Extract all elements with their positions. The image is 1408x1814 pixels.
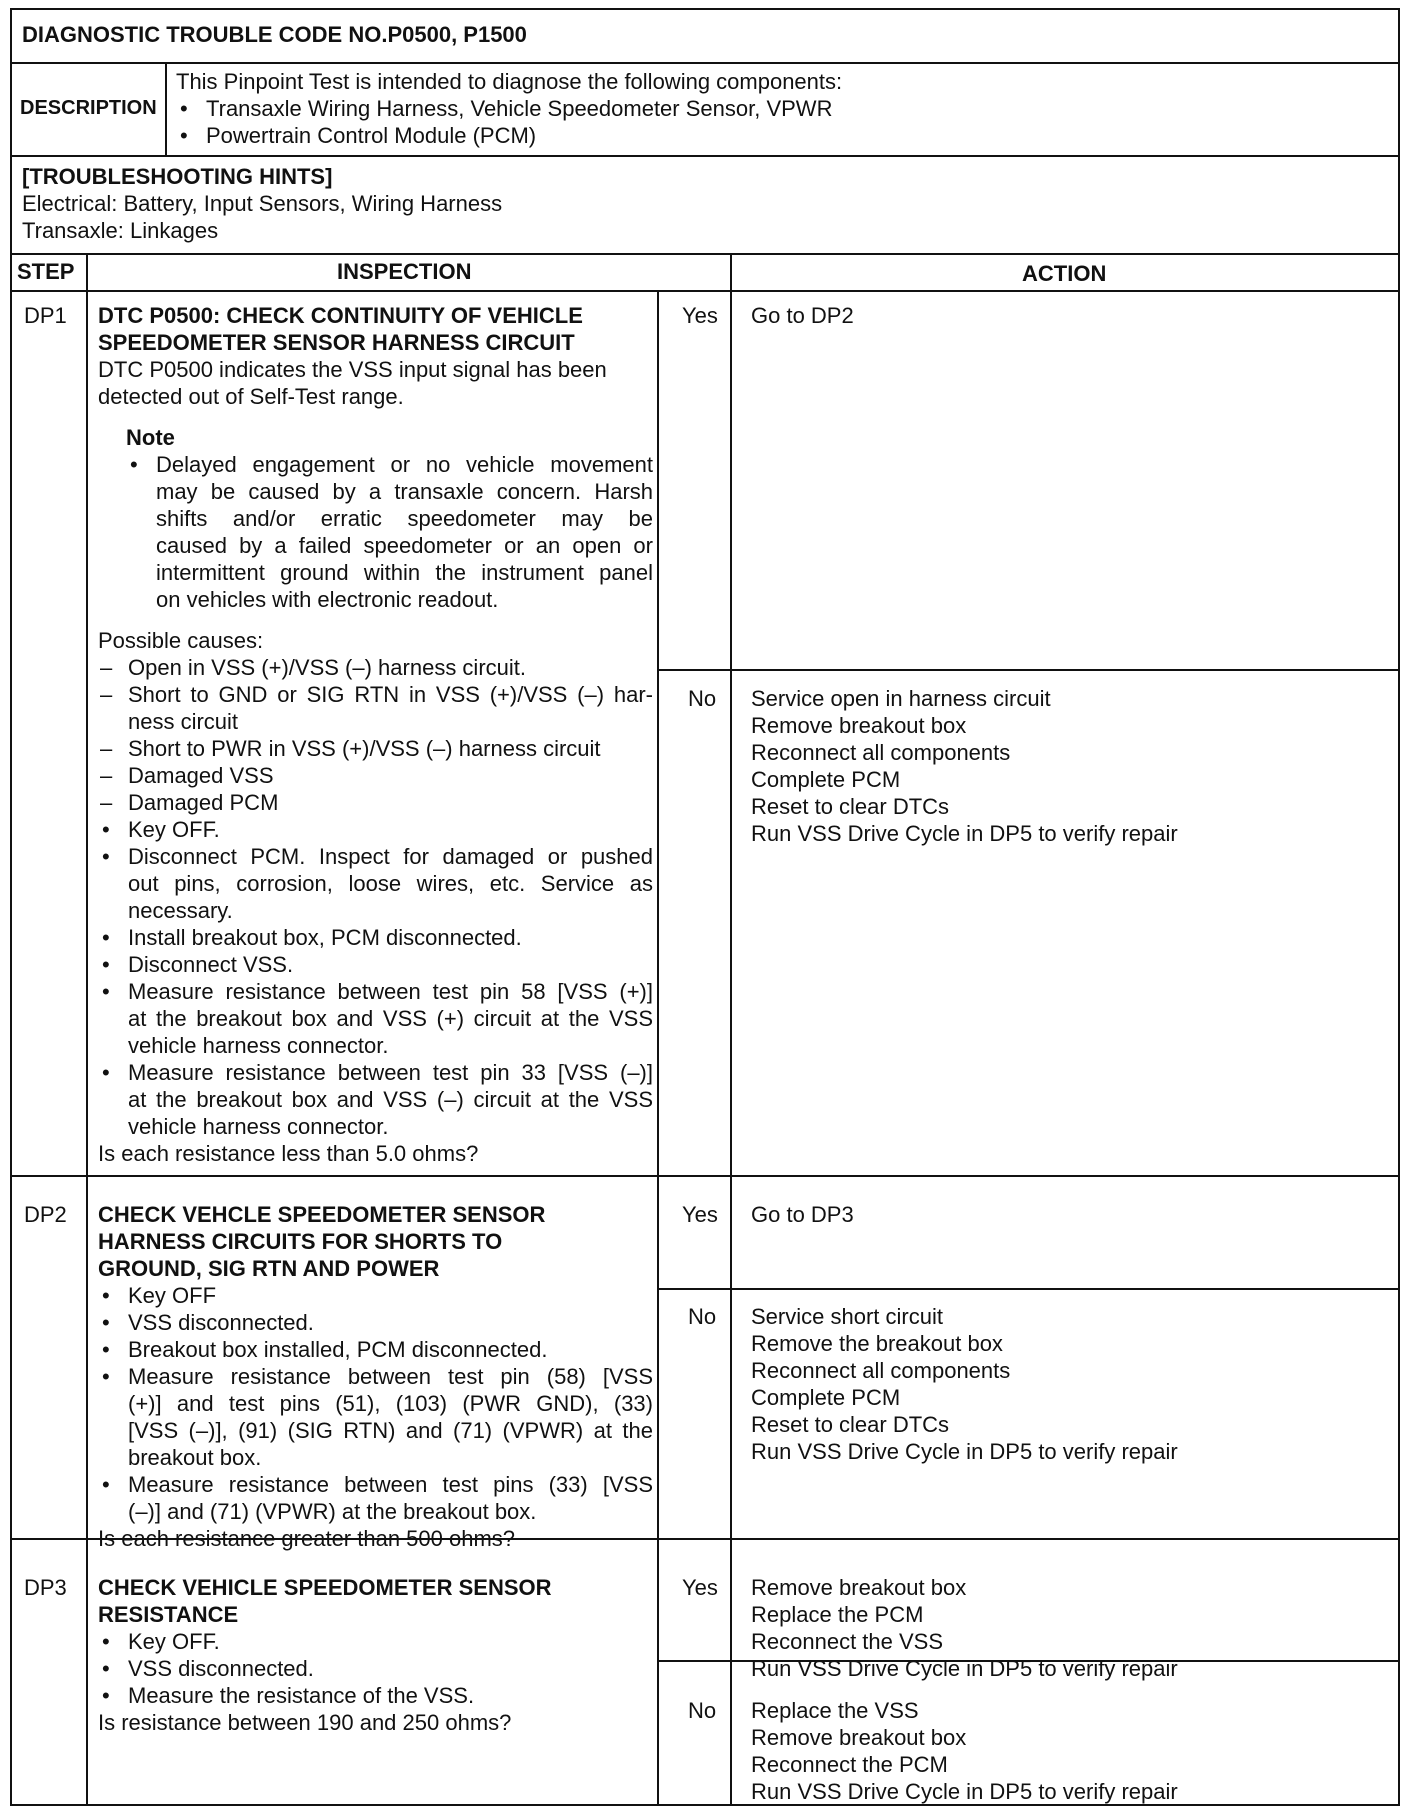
action-line: Replace the VSS <box>751 1698 919 1723</box>
no-actions <box>751 685 1178 847</box>
procedure-line: • Disconnect PCM. Inspect for damaged or pushed <box>98 843 653 870</box>
procedure-line: vehicle harness connector. <box>128 1114 389 1139</box>
procedure-line: breakout box. <box>128 1445 262 1470</box>
procedure-line: • Install breakout box, PCM disconnected. <box>98 924 653 951</box>
rule-dp1-end <box>10 1175 1400 1177</box>
procedure-line: vehicle harness connector. <box>128 1033 389 1058</box>
procedure-line: • Disconnect VSS. <box>98 951 653 978</box>
step-id: DP2 <box>24 1202 67 1227</box>
rule-table-header <box>10 290 1400 292</box>
note-line: may be caused by a transaxle concern. Harsh <box>156 479 653 504</box>
step-intro: detected out of Self-Test range. <box>98 384 404 409</box>
note-line: intermittent ground within the instrument panel <box>156 560 653 585</box>
procedure-line: • Measure resistance between test pins (33) [VSS <box>98 1471 653 1498</box>
hints-line: Transaxle: Linkages <box>22 218 219 243</box>
step-heading: SPEEDOMETER SENSOR HARNESS CIRCUIT <box>98 330 575 355</box>
step-inspection <box>98 1201 653 1552</box>
yes-actions <box>751 302 854 329</box>
yes-actions <box>751 1574 1178 1682</box>
action-line: Service short circuit <box>751 1304 943 1329</box>
action-line: Replace the PCM <box>751 1602 924 1627</box>
yes-actions <box>751 1201 854 1228</box>
procedure-line: • VSS disconnected. <box>98 1309 653 1336</box>
action-line: Remove breakout box <box>751 713 967 738</box>
description-label: DESCRIPTION <box>20 97 157 119</box>
rule-hints <box>10 253 1400 255</box>
step-intro: DTC P0500 indicates the VSS input signal has been <box>98 357 607 382</box>
step-heading: CHECK VEHCLE SPEEDOMETER SENSOR <box>98 1202 546 1227</box>
cause-line: – Damaged PCM <box>98 789 653 816</box>
header-action: ACTION <box>1022 261 1107 286</box>
action-line: Reconnect all components <box>751 1358 1011 1383</box>
cause-line: – Damaged VSS <box>98 762 653 789</box>
procedure-line: [VSS (–)], (91) (SIG RTN) and (71) (VPWR) at the <box>128 1418 653 1443</box>
procedure-line: • Measure the resistance of the VSS. <box>98 1682 653 1709</box>
procedure-line: • Breakout box installed, PCM disconnected. <box>98 1336 653 1363</box>
page-title: DIAGNOSTIC TROUBLE CODE NO.P0500, P1500 <box>22 22 527 47</box>
procedure-line: necessary. <box>128 898 233 923</box>
procedure-line: • Measure resistance between test pin 33 [VSS (–)] <box>98 1059 653 1086</box>
note-line: caused by a failed speedometer or an open or <box>156 533 653 558</box>
description-item: • Transaxle Wiring Harness, Vehicle Speedometer Sensor, VPWR <box>176 95 842 122</box>
action-line: Remove breakout box <box>751 1725 967 1750</box>
header-inspection: INSPECTION <box>337 259 472 284</box>
rule-description-label <box>165 62 167 157</box>
procedure-line: • Key OFF <box>98 1282 653 1309</box>
action-line: Run VSS Drive Cycle in DP5 to verify repair <box>751 1656 1178 1681</box>
action-line: Service open in harness circuit <box>751 686 1051 711</box>
procedure-line: (–)] and (71) (VPWR) at the breakout box. <box>128 1499 537 1524</box>
causes-title: Possible causes: <box>98 628 264 653</box>
note-line: on vehicles with electronic readout. <box>156 587 499 612</box>
step-id: DP1 <box>24 303 67 328</box>
cause-line: – Short to GND or SIG RTN in VSS (+)/VSS (–) har- <box>98 681 653 708</box>
rule-step-column <box>86 253 88 1806</box>
cause-line: ness circuit <box>128 709 239 734</box>
note-line: shifts and/or erratic speedometer may be <box>156 506 653 531</box>
step-question: Is each resistance less than 5.0 ohms? <box>98 1141 479 1166</box>
rule-dp1-yes-no <box>657 669 1400 671</box>
rule-action-column <box>730 253 732 1806</box>
action-line: Reset to clear DTCs <box>751 1412 950 1437</box>
note-body <box>98 451 653 613</box>
step-question: Is resistance between 190 and 250 ohms? <box>98 1710 512 1735</box>
procedure-line: • VSS disconnected. <box>98 1655 653 1682</box>
no-actions <box>751 1697 1178 1805</box>
step-question: Is each resistance greater than 500 ohms? <box>98 1526 516 1551</box>
action-line: Remove the breakout box <box>751 1331 1003 1356</box>
rule-answer-column <box>657 290 659 1806</box>
answer-no: No <box>688 686 717 711</box>
answer-yes: Yes <box>682 303 718 328</box>
action-line: Reconnect all components <box>751 740 1011 765</box>
procedure-line: • Measure resistance between test pin 58 [VSS (+)] <box>98 978 653 1005</box>
procedure-line: (+)] and test pins (51), (103) (PWR GND), (33) <box>128 1391 653 1416</box>
action-line: Run VSS Drive Cycle in DP5 to verify repair <box>751 1779 1178 1804</box>
step-heading: RESISTANCE <box>98 1602 239 1627</box>
no-actions <box>751 1303 1178 1465</box>
header-step: STEP <box>17 259 75 284</box>
note-title: Note <box>126 425 175 450</box>
note-line: • Delayed engagement or no vehicle movement <box>126 451 653 478</box>
action-line: Run VSS Drive Cycle in DP5 to verify repair <box>751 1439 1178 1464</box>
step-heading: DTC P0500: CHECK CONTINUITY OF VEHICLE <box>98 303 583 328</box>
action-line: Complete PCM <box>751 767 901 792</box>
description-intro: This Pinpoint Test is intended to diagnose the following components: <box>176 69 843 94</box>
action-line: Go to DP3 <box>751 1202 854 1227</box>
step-inspection <box>98 1574 653 1736</box>
step-heading: CHECK VEHICLE SPEEDOMETER SENSOR <box>98 1575 552 1600</box>
action-line: Complete PCM <box>751 1385 901 1410</box>
action-line: Go to DP2 <box>751 303 854 328</box>
step-heading: GROUND, SIG RTN AND POWER <box>98 1256 440 1281</box>
action-line: Remove breakout box <box>751 1575 967 1600</box>
action-line: Reset to clear DTCs <box>751 794 950 819</box>
step-inspection <box>98 302 653 1167</box>
answer-yes: Yes <box>682 1575 718 1600</box>
step-heading: HARNESS CIRCUITS FOR SHORTS TO <box>98 1229 503 1254</box>
action-line: Reconnect the PCM <box>751 1752 948 1777</box>
procedure-line: at the breakout box and VSS (+) circuit at the VSS <box>128 1006 653 1031</box>
action-line: Run VSS Drive Cycle in DP5 to verify repair <box>751 821 1178 846</box>
answer-no: No <box>688 1304 717 1329</box>
troubleshooting-hints <box>22 163 502 244</box>
rule-dp2-yes-no <box>657 1288 1400 1290</box>
description-item: • Powertrain Control Module (PCM) <box>176 122 842 149</box>
answer-yes: Yes <box>682 1202 718 1227</box>
procedure-line: out pins, corrosion, loose wires, etc. Service as <box>128 871 653 896</box>
answer-no: No <box>688 1698 717 1723</box>
procedure-line: • Key OFF. <box>98 816 653 843</box>
step-id: DP3 <box>24 1575 67 1600</box>
procedure-line: • Measure resistance between test pin (58) [VSS <box>98 1363 653 1390</box>
procedure-line: • Key OFF. <box>98 1628 653 1655</box>
hints-line: Electrical: Battery, Input Sensors, Wiring Harness <box>22 191 503 216</box>
description-text <box>176 68 842 149</box>
cause-line: – Open in VSS (+)/VSS (–) harness circuit. <box>98 654 653 681</box>
action-line: Reconnect the VSS <box>751 1629 944 1654</box>
rule-title <box>10 62 1400 64</box>
hints-heading: [TROUBLESHOOTING HINTS] <box>22 164 333 189</box>
rule-description <box>10 155 1400 157</box>
procedure-line: at the breakout box and VSS (–) circuit at the VSS <box>128 1087 653 1112</box>
cause-line: – Short to PWR in VSS (+)/VSS (–) harness circuit <box>98 735 653 762</box>
